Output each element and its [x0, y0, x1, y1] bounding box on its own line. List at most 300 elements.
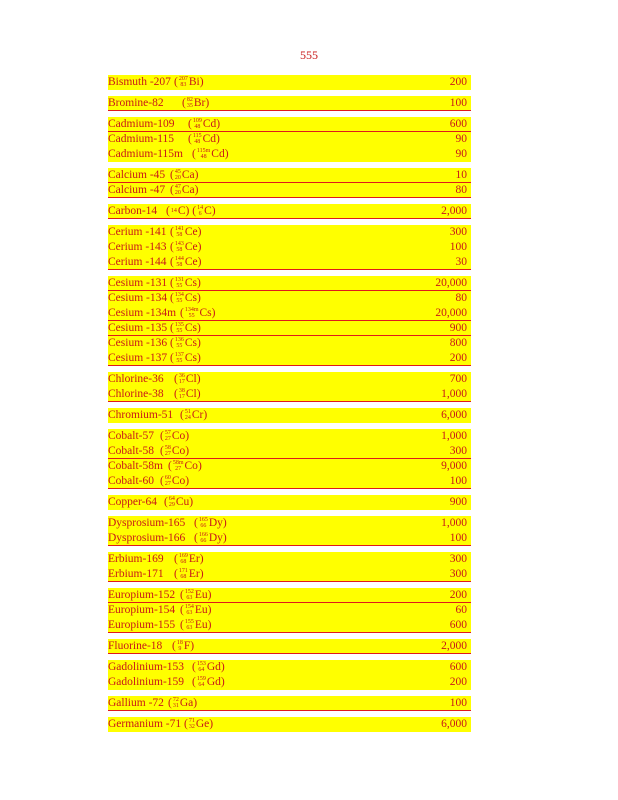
isotope-row — [108, 183, 471, 198]
isotope-row — [108, 474, 471, 489]
nuclide-notation — [193, 118, 202, 130]
limit-value: 600 — [449, 661, 467, 673]
atomic-number: 55 — [176, 298, 183, 305]
isotope-group — [108, 660, 471, 690]
isotope-symbol: ( 47 20 Ca) — [170, 184, 199, 197]
nuclide-notation — [187, 97, 193, 109]
nuclide-notation — [179, 553, 188, 565]
isotope-symbol: ( 115 48 Cd) — [188, 133, 220, 146]
isotope-name: Cerium -144 — [108, 256, 167, 268]
nuclide-notation — [171, 208, 177, 214]
isotope-symbol: ( 38 17 Cl) — [174, 388, 201, 401]
element-symbol: Br — [193, 97, 206, 109]
isotope-name: Copper-64 — [108, 496, 157, 508]
atomic-number: 66 — [200, 538, 207, 545]
isotope-group — [108, 552, 471, 582]
isotope-row — [108, 618, 471, 633]
nuclide-notation — [175, 169, 181, 181]
isotope-name: Chlorine-36 — [108, 373, 164, 385]
isotope-symbol: ( 64 29 Cu) — [164, 496, 194, 509]
isotope-symbol: ( 136 55 Cs) — [170, 337, 201, 350]
mass-number: 58m — [172, 460, 184, 467]
limit-value: 700 — [449, 373, 467, 385]
isotope-name: Gadolinium-159 — [108, 676, 185, 688]
isotope-group — [108, 372, 471, 402]
mass-number: 45 — [174, 169, 181, 176]
isotope-name: Cesium -134 — [108, 292, 168, 304]
element-symbol: Ce — [184, 256, 198, 268]
isotope-symbol: ( 58 27 Co) — [160, 445, 190, 458]
limit-value: 6,000 — [441, 718, 467, 730]
isotope-row — [108, 639, 471, 654]
atomic-number: 27 — [164, 451, 171, 458]
nuclide-notation — [197, 676, 206, 688]
isotope-symbol: ( 58m 27 Co) — [168, 460, 202, 473]
isotope-row — [108, 531, 471, 546]
element-symbol: Cs — [184, 292, 197, 304]
atomic-number: 64 — [198, 667, 205, 674]
isotope-row — [108, 117, 471, 132]
element-symbol: Cd — [202, 118, 217, 130]
element-symbol: Gd — [206, 661, 221, 673]
element-symbol: Co — [171, 475, 186, 487]
isotope-symbol: ( 171 68 Er) — [174, 568, 204, 581]
mass-number: 143 — [174, 241, 184, 248]
limit-value: 900 — [449, 496, 467, 508]
limit-value: 20,000 — [435, 307, 467, 319]
isotope-symbol: ( 166 66 Dy) — [194, 532, 227, 545]
isotope-row — [108, 225, 471, 240]
atomic-number: 27 — [164, 436, 171, 443]
isotope-name: Dysprosium-166 — [108, 532, 186, 544]
isotope-row — [108, 567, 471, 582]
nuclide-notation — [175, 337, 184, 349]
isotope-row — [108, 276, 471, 291]
isotope-name: Cadmium-115m — [108, 148, 183, 160]
isotope-symbol: ( 18 9 F) — [172, 640, 195, 653]
element-symbol: Ce — [184, 226, 198, 238]
isotope-name: Gallium -72 — [108, 697, 164, 709]
nuclide-notation — [197, 205, 203, 217]
nuclide-notation — [175, 292, 184, 304]
isotope-row — [108, 75, 471, 90]
atomic-number: 63 — [186, 625, 193, 632]
isotope-row — [108, 588, 471, 603]
nuclide-notation — [197, 148, 210, 160]
isotope-row — [108, 240, 471, 255]
mass-number: 152 — [184, 589, 194, 596]
isotope-symbol: ( 115m 48 Cd) — [192, 148, 229, 161]
isotope-row — [108, 168, 471, 183]
limit-value: 20,000 — [435, 277, 467, 289]
isotope-name: Europium-152 — [108, 589, 176, 601]
nuclide-notation — [165, 445, 171, 457]
mass-number: 18 — [176, 640, 183, 647]
limit-value: 600 — [449, 118, 467, 130]
isotope-row — [108, 204, 471, 219]
element-symbol: Er — [188, 553, 200, 565]
isotope-row — [108, 147, 471, 162]
isotope-symbol: ( 135 55 Cs) — [170, 322, 201, 335]
isotope-symbol: ( 159 64 Gd) — [192, 676, 225, 689]
nuclide-notation — [199, 517, 208, 529]
isotope-symbol: ( 134 55 Cs) — [170, 292, 201, 305]
isotope-symbol: ( 71 32 Ge) — [184, 718, 214, 731]
isotope-row — [108, 552, 471, 567]
isotope-name: Cadmium-115 — [108, 133, 175, 145]
atomic-number: 48 — [200, 154, 207, 161]
atomic-number: 20 — [174, 175, 181, 182]
limit-value: 100 — [449, 697, 467, 709]
atomic-number: 55 — [176, 358, 183, 365]
limit-value: 60 — [455, 604, 467, 616]
mass-number: 136 — [174, 337, 184, 344]
mass-number: 134m — [184, 307, 199, 314]
isotope-symbol: ( 154 63 Eu) — [180, 604, 212, 617]
isotope-name: Fluorine-18 — [108, 640, 163, 652]
limit-value: 1,000 — [441, 430, 467, 442]
nuclide-notation — [177, 640, 183, 652]
element-symbol: Cr — [191, 409, 204, 421]
limit-value: 200 — [449, 76, 467, 88]
atomic-number: 20 — [174, 190, 181, 197]
nuclide-notation — [175, 184, 181, 196]
isotope-symbol: ( 131 55 Cs) — [170, 277, 201, 290]
mass-number: 82 — [186, 97, 193, 104]
limit-value: 80 — [455, 292, 467, 304]
isotope-group — [108, 588, 471, 633]
isotope-symbol: ( 141 58 Ce) — [170, 226, 202, 239]
isotope-row — [108, 717, 471, 732]
isotope-symbol: ( 57 27 Co) — [160, 430, 190, 443]
limit-value: 80 — [455, 184, 467, 196]
limit-value: 600 — [449, 619, 467, 631]
atomic-number: 55 — [176, 283, 183, 290]
element-symbol: Cl — [185, 373, 197, 385]
isotope-row — [108, 291, 471, 306]
isotope-name: Cesium -136 — [108, 337, 168, 349]
nuclide-notation — [165, 475, 171, 487]
mass-number: 115 — [192, 133, 202, 140]
limit-value: 200 — [449, 676, 467, 688]
isotope-group — [108, 429, 471, 489]
limit-value: 800 — [449, 337, 467, 349]
atomic-number: 58 — [176, 262, 183, 269]
nuclide-notation — [173, 697, 179, 709]
nuclide-notation — [185, 589, 194, 601]
element-symbol: F — [183, 640, 191, 652]
isotope-name: Calcium -47 — [108, 184, 166, 196]
nuclide-notation — [197, 661, 206, 673]
atomic-number: 63 — [186, 595, 193, 602]
atomic-number: 27 — [175, 466, 182, 473]
element-symbol: Cs — [184, 277, 197, 289]
isotope-group — [108, 696, 471, 711]
nuclide-notation — [185, 604, 194, 616]
nuclide-notation — [185, 619, 194, 631]
element-symbol: Eu — [194, 619, 208, 631]
atomic-number: 35 — [186, 103, 193, 110]
element-symbol: Cs — [199, 307, 212, 319]
element-symbol: Co — [171, 445, 186, 457]
element-symbol: Co — [184, 460, 198, 472]
isotope-row — [108, 387, 471, 402]
nuclide-notation — [193, 133, 202, 145]
isotope-name: Germanium -71 — [108, 718, 182, 730]
isotope-group — [108, 408, 471, 423]
mass-number: 131 — [174, 277, 184, 284]
element-symbol: Gd — [206, 676, 221, 688]
atomic-number: 24 — [184, 415, 191, 422]
isotope-name: Erbium-171 — [108, 568, 164, 580]
element-symbol: Cd — [211, 148, 225, 160]
isotope-name: Cadmium-109 — [108, 118, 175, 130]
isotope-row — [108, 336, 471, 351]
mass-number: 153 — [196, 661, 206, 668]
limit-value: 200 — [449, 352, 467, 364]
nuclide-notation — [169, 496, 175, 508]
isotope-name: Cesium -135 — [108, 322, 168, 334]
isotope-name: Cobalt-58m — [108, 460, 163, 472]
mass-number: 38 — [178, 388, 185, 395]
nuclide-notation — [179, 373, 185, 385]
mass-number: 134 — [174, 292, 184, 299]
isotope-row — [108, 660, 471, 675]
isotope-name: Chromium-51 — [108, 409, 174, 421]
isotope-row — [108, 372, 471, 387]
atomic-number: 9 — [178, 646, 182, 653]
element-symbol: Ce — [184, 241, 198, 253]
mass-number: 51 — [184, 409, 191, 416]
isotope-symbol: ( 72 31 Ga) — [168, 697, 198, 710]
isotope-symbol: ( 207 83 Bi) — [174, 76, 204, 89]
isotope-symbol: ( 153 64 Gd) — [192, 661, 225, 674]
isotope-symbol: ( 152 63 Eu) — [180, 589, 212, 602]
element-symbol: Ca — [181, 169, 195, 181]
isotope-row — [108, 495, 471, 510]
mass-number: 115m — [196, 148, 211, 155]
isotope-row — [108, 675, 471, 690]
isotope-name: Cobalt-57 — [108, 430, 154, 442]
isotope-row — [108, 408, 471, 423]
atomic-number: 55 — [176, 343, 183, 350]
isotope-name: Cerium -141 — [108, 226, 167, 238]
limit-value: 1,000 — [441, 388, 467, 400]
mass-number: 71 — [188, 718, 195, 725]
limit-value: 100 — [449, 532, 467, 544]
atomic-number: 17 — [178, 379, 185, 386]
atomic-number: 31 — [172, 703, 179, 710]
atomic-number: 32 — [188, 724, 195, 731]
element-symbol: Ca — [181, 184, 195, 196]
element-symbol: Eu — [194, 589, 208, 601]
isotope-name: Bromine-82 — [108, 97, 164, 109]
element-symbol: Co — [171, 430, 186, 442]
isotope-name: Dysprosium-165 — [108, 517, 186, 529]
isotope-row — [108, 306, 471, 321]
isotope-table — [108, 75, 471, 738]
isotope-group — [108, 225, 471, 270]
isotope-row — [108, 459, 471, 474]
element-symbol: C) ( — [177, 205, 197, 217]
mass-number: 166 — [198, 532, 208, 539]
isotope-row — [108, 696, 471, 711]
isotope-name: Europium-155 — [108, 619, 176, 631]
isotope-symbol: ( 14 C) ( 14 6 C) — [166, 205, 216, 218]
mass-number: 137 — [174, 352, 184, 359]
mass-number: 72 — [172, 697, 179, 704]
limit-value: 300 — [449, 553, 467, 565]
element-symbol: Cu — [175, 496, 190, 508]
atomic-number: 29 — [168, 502, 175, 509]
mass-number: 57 — [164, 430, 171, 437]
isotope-symbol: ( 134m 55 Cs) — [180, 307, 216, 320]
page-number: 555 — [300, 48, 318, 62]
limit-value: 200 — [449, 589, 467, 601]
mass-number: 165 — [198, 517, 208, 524]
nuclide-notation — [199, 532, 208, 544]
limit-value: 300 — [449, 445, 467, 457]
atomic-number: 63 — [186, 610, 193, 617]
isotope-group — [108, 516, 471, 546]
nuclide-notation — [175, 277, 184, 289]
isotope-name: Europium-154 — [108, 604, 176, 616]
mass-number: 155 — [184, 619, 194, 626]
isotope-symbol: ( 144 58 Ce) — [170, 256, 202, 269]
element-symbol: Ga — [179, 697, 194, 709]
limit-value: 90 — [455, 148, 467, 160]
atomic-number: 83 — [180, 82, 187, 89]
mass-number: 154 — [184, 604, 194, 611]
isotope-symbol: ( 51 24 Cr) — [180, 409, 208, 422]
isotope-symbol: ( 45 20 Ca) — [170, 169, 199, 182]
isotope-group — [108, 204, 471, 219]
mass-number: 207 — [178, 76, 188, 83]
nuclide-notation — [189, 718, 195, 730]
element-symbol: Bi — [188, 76, 200, 88]
isotope-symbol: ( 60 27 Co) — [160, 475, 190, 488]
isotope-group — [108, 168, 471, 198]
isotope-row — [108, 444, 471, 459]
limit-value: 300 — [449, 226, 467, 238]
mass-number: 58 — [164, 445, 171, 452]
nuclide-notation — [175, 226, 184, 238]
element-symbol: Dy — [208, 517, 223, 529]
element-symbol: Ge — [195, 718, 210, 730]
atomic-number: 48 — [194, 124, 201, 131]
isotope-name: Cobalt-58 — [108, 445, 154, 457]
element-symbol: Cd — [202, 133, 217, 145]
element-symbol: Eu — [194, 604, 208, 616]
mass-number: 47 — [174, 184, 181, 191]
isotope-group — [108, 96, 471, 111]
limit-value: 30 — [455, 256, 467, 268]
nuclide-notation — [179, 388, 185, 400]
isotope-name: Cobalt-60 — [108, 475, 154, 487]
nuclide-notation — [179, 76, 188, 88]
isotope-name: Carbon-14 — [108, 205, 158, 217]
limit-value: 10 — [455, 169, 467, 181]
mass-number: 64 — [168, 496, 175, 503]
atomic-number: 58 — [176, 232, 183, 239]
isotope-row — [108, 96, 471, 111]
isotope-group — [108, 717, 471, 732]
isotope-symbol: ( 143 58 Ce) — [170, 241, 202, 254]
atomic-number: 17 — [178, 394, 185, 401]
limit-value: 9,000 — [441, 460, 467, 472]
mass-number: 144 — [174, 256, 184, 263]
element-symbol: Dy — [208, 532, 223, 544]
isotope-row — [108, 429, 471, 444]
isotope-row — [108, 132, 471, 147]
limit-value: 300 — [449, 568, 467, 580]
atomic-number: 48 — [194, 139, 201, 146]
isotope-symbol: ( 82 35 Br) — [182, 97, 210, 110]
nuclide-notation — [175, 352, 184, 364]
nuclide-notation — [185, 409, 191, 421]
isotope-symbol: ( 155 63 Eu) — [180, 619, 212, 632]
mass-number: 171 — [178, 568, 188, 575]
mass-number: 14 — [170, 208, 177, 215]
isotope-row — [108, 516, 471, 531]
nuclide-notation — [179, 568, 188, 580]
isotope-name: Cesium -137 — [108, 352, 168, 364]
mass-number: 141 — [174, 226, 184, 233]
isotope-name: Gadolinium-153 — [108, 661, 185, 673]
mass-number: 60 — [164, 475, 171, 482]
atomic-number: 64 — [198, 682, 205, 689]
element-symbol: C — [204, 205, 212, 217]
atomic-number: 55 — [176, 328, 183, 335]
atomic-number: 27 — [164, 481, 171, 488]
isotope-name: Calcium -45 — [108, 169, 166, 181]
isotope-symbol: ( 137 55 Cs) — [170, 352, 201, 365]
atomic-number: 55 — [188, 313, 195, 320]
isotope-group — [108, 75, 471, 90]
isotope-name: Chlorine-38 — [108, 388, 164, 400]
isotope-name: Cerium -143 — [108, 241, 167, 253]
isotope-name: Cesium -134m — [108, 307, 177, 319]
isotope-symbol: ( 165 66 Dy) — [194, 517, 227, 530]
mass-number: 36 — [178, 373, 185, 380]
element-symbol: Cl — [185, 388, 197, 400]
isotope-group — [108, 639, 471, 654]
nuclide-notation — [185, 307, 199, 319]
isotope-group — [108, 495, 471, 510]
nuclide-notation — [175, 256, 184, 268]
atomic-number: 68 — [180, 574, 187, 581]
limit-value: 100 — [449, 241, 467, 253]
mass-number: 135 — [174, 322, 184, 329]
nuclide-notation — [165, 430, 171, 442]
limit-value: 1,000 — [441, 517, 467, 529]
isotope-group — [108, 117, 471, 162]
mass-number: 159 — [196, 676, 206, 683]
limit-value: 90 — [455, 133, 467, 145]
isotope-name: Bismuth -207 — [108, 76, 171, 88]
mass-number: 109 — [192, 118, 202, 125]
atomic-number: 68 — [180, 559, 187, 566]
isotope-name: Cesium -131 — [108, 277, 168, 289]
atomic-number: 6 — [198, 211, 202, 218]
mass-number: 169 — [178, 553, 188, 560]
isotope-row — [108, 351, 471, 366]
nuclide-notation — [175, 322, 184, 334]
isotope-row — [108, 321, 471, 336]
isotope-name: Erbium-169 — [108, 553, 164, 565]
isotope-symbol: ( 169 68 Er) — [174, 553, 204, 566]
limit-value: 2,000 — [441, 205, 467, 217]
